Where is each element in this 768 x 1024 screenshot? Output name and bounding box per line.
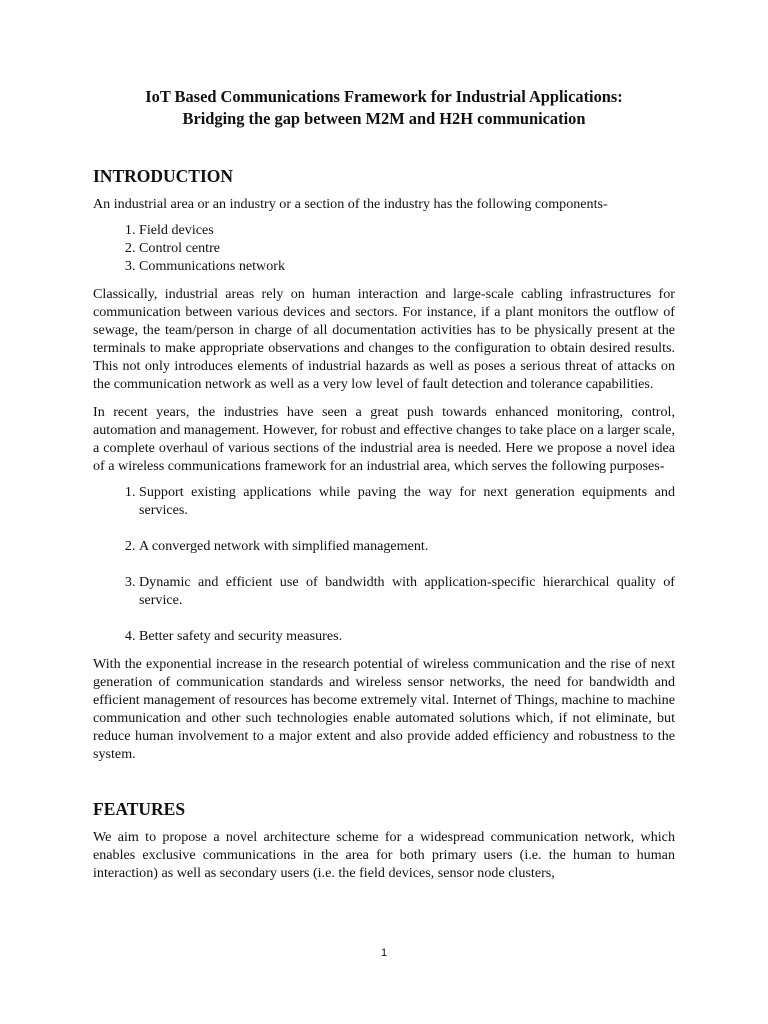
- list-item: 3. Communications network: [139, 257, 675, 275]
- introduction-heading: INTRODUCTION: [93, 166, 234, 186]
- list-item: 1. Field devices: [139, 221, 675, 239]
- introduction-paragraph-1: Classically, industrial areas rely on human interaction and large-scale cabling infrastructures for communication between various devices and sectors. For instance, if a plant monitors the outflow of sewage, the team/person in charge of all documentation activities has to be physically present at the terminals to make appropriate observations and changes to the configuration to obtain desired results. This not only introduces elements of industrial hazards as well as poses a serious threat of attacks on the communication network as well as a very low level of fault detection and tolerance capabilities.: [93, 286, 675, 392]
- introduction-paragraph-2: In recent years, the industries have seen a great push towards enhanced monitoring, control, automation and management. However, for robust and effective changes to take place on a larger scale, a complete overhaul of various sections of the industrial area is needed. Here we propose a novel idea of a wireless communications framework for an industrial area, which serves the following purposes-: [93, 404, 675, 474]
- document-title: [93, 86, 675, 130]
- purposes-list: [93, 483, 675, 645]
- introduction-lead: An industrial area or an industry or a section of the industry has the following components-: [93, 196, 608, 212]
- list-item: 2. A converged network with simplified management.: [139, 537, 675, 555]
- introduction-paragraph-3: With the exponential increase in the research potential of wireless communication and the rise of next generation of communication standards and wireless sensor networks, the need for bandwidth and efficient management of resources has become extremely vital. Internet of Things, machine to machine communication and other such technologies enable automated solutions which, if not eliminate, but reduce human involvement to a major extent and also provide added efficiency and robustness to the system.: [93, 656, 675, 762]
- list-item: 4. Better safety and security measures.: [139, 627, 675, 645]
- title-line-2: Bridging the gap between M2M and H2H communication: [182, 109, 586, 128]
- components-list: [93, 221, 675, 275]
- features-paragraph-1: We aim to propose a novel architecture scheme for a widespread communication network, which enables exclusive communications in the area for both primary users (i.e. the human to human interaction) as well as secondary users (i.e. the field devices, sensor node clusters,: [93, 829, 675, 881]
- page-number: 1: [380, 947, 388, 959]
- list-item: 1. Support existing applications while paving the way for next generation equipments and services.: [139, 483, 675, 519]
- list-item: 2. Control centre: [139, 239, 675, 257]
- title-line-1: IoT Based Communications Framework for Industrial Applications:: [145, 87, 623, 106]
- list-item: 3. Dynamic and efficient use of bandwidth with application-specific hierarchical quality of service.: [139, 573, 675, 609]
- features-heading: FEATURES: [93, 799, 186, 819]
